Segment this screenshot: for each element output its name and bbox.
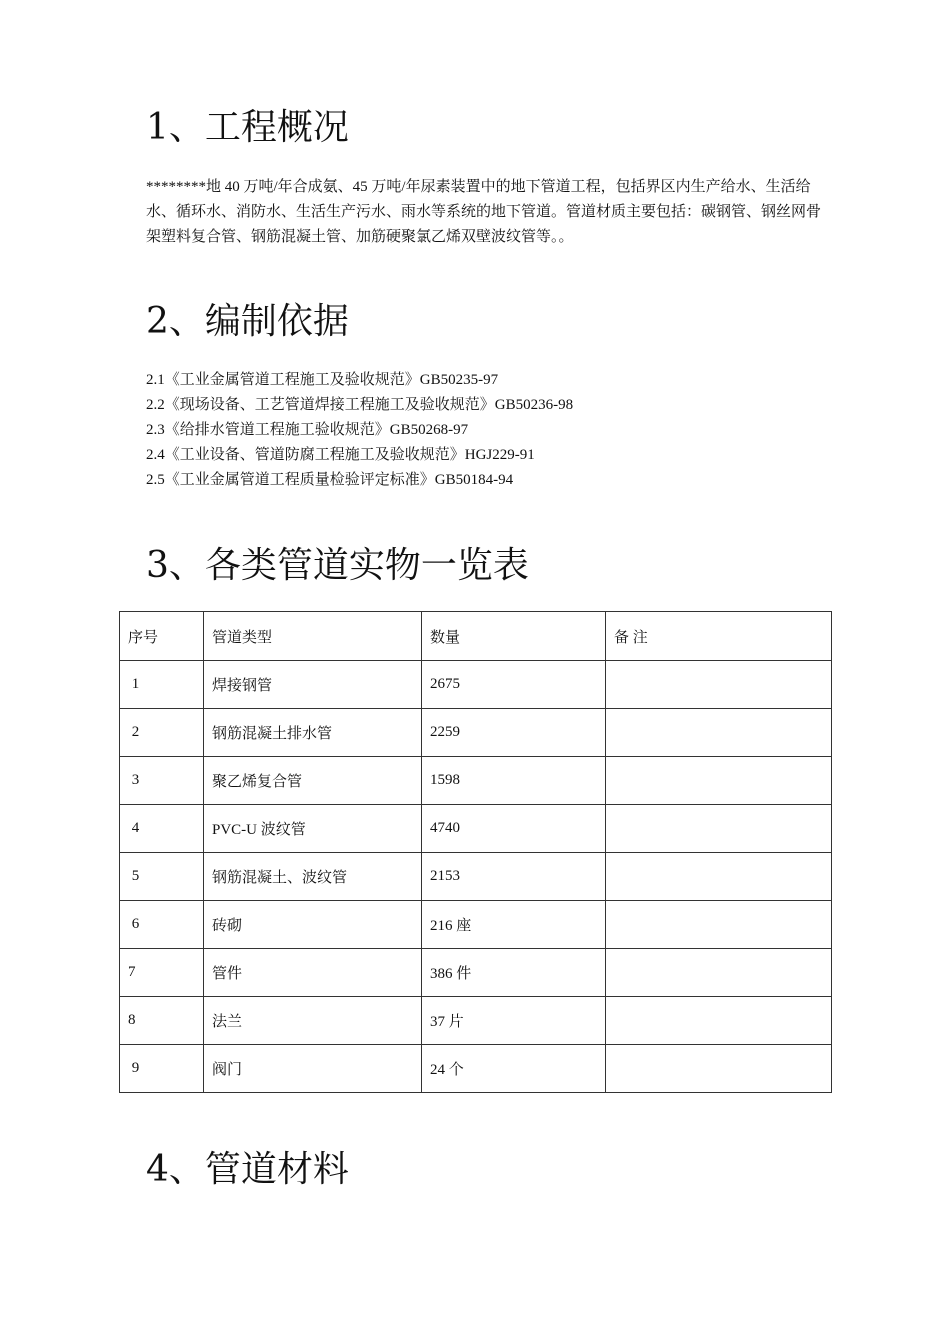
cell-index: 8 [120, 997, 204, 1045]
cell-quantity: 216 座 [422, 901, 606, 949]
cell-type: 法兰 [204, 997, 422, 1045]
cell-type: PVC-U 波纹管 [204, 805, 422, 853]
cell-type: 焊接钢管 [204, 661, 422, 709]
cell-type: 砖砌 [204, 901, 422, 949]
reference-item: 2.2《现场设备、工艺管道焊接工程施工及验收规范》GB50236-98 [146, 397, 574, 413]
cell-index: 9 [120, 1045, 204, 1093]
cell-quantity: 2153 [422, 853, 606, 901]
table-row [120, 949, 832, 997]
table-row [120, 1045, 832, 1093]
cell-type: 阀门 [204, 1045, 422, 1093]
cell-remarks [606, 901, 832, 949]
cell-index: 6 [120, 901, 204, 949]
table-row [120, 805, 832, 853]
cell-index: 3 [120, 757, 204, 805]
cell-index: 5 [120, 853, 204, 901]
cell-remarks [606, 709, 832, 757]
cell-quantity: 4740 [422, 805, 606, 853]
cell-index: 7 [120, 949, 204, 997]
cell-remarks [606, 949, 832, 997]
cell-type: 聚乙烯复合管 [204, 757, 422, 805]
cell-quantity: 1598 [422, 757, 606, 805]
cell-remarks [606, 997, 832, 1045]
cell-quantity: 386 件 [422, 949, 606, 997]
reference-item: 2.3《给排水管道工程施工验收规范》GB50268-97 [146, 422, 469, 438]
cell-quantity: 2675 [422, 661, 606, 709]
section-2-title: 2、编制依据 [146, 301, 349, 342]
header-cell-index: 序号 [120, 612, 204, 661]
cell-type: 管件 [204, 949, 422, 997]
section-1-title: 1、工程概况 [146, 107, 349, 148]
reference-list [146, 368, 573, 493]
table-row [120, 853, 832, 901]
section-1-paragraph: ********地 40 万吨/年合成氨、45 万吨/年尿素装置中的地下管道工程，包括界区内生产给水、生活给水、循环水、消防水、生活生产污水、雨水等系统的地下管道。管道材质主要包括：碳钢管、钢丝网骨架塑料复合管、钢筋混凝土管、加筋硬聚氯乙烯双壁波纹管等。。 [146, 179, 822, 245]
header-cell-remarks: 备 注 [606, 612, 832, 661]
table-row [120, 709, 832, 757]
section-4-title: 4、管道材料 [146, 1149, 349, 1190]
header-cell-quantity: 数量 [422, 612, 606, 661]
pipe-summary-table [119, 611, 832, 1093]
cell-remarks [606, 853, 832, 901]
cell-type: 钢筋混凝土、波纹管 [204, 853, 422, 901]
cell-quantity: 2259 [422, 709, 606, 757]
cell-index: 1 [120, 661, 204, 709]
cell-quantity: 24 个 [422, 1045, 606, 1093]
cell-remarks [606, 757, 832, 805]
cell-remarks [606, 805, 832, 853]
reference-item: 2.4《工业设备、管道防腐工程施工及验收规范》HGJ229-91 [146, 447, 535, 463]
cell-index: 2 [120, 709, 204, 757]
table-row [120, 901, 832, 949]
table-row [120, 757, 832, 805]
cell-remarks [606, 661, 832, 709]
section-3-title: 3、各类管道实物一览表 [146, 545, 529, 586]
cell-type: 钢筋混凝土排水管 [204, 709, 422, 757]
table-row [120, 997, 832, 1045]
table-header-row [120, 612, 832, 661]
header-cell-type: 管道类型 [204, 612, 422, 661]
reference-item: 2.5《工业金属管道工程质量检验评定标准》GB50184-94 [146, 472, 514, 488]
cell-index: 4 [120, 805, 204, 853]
reference-item: 2.1《工业金属管道工程施工及验收规范》GB50235-97 [146, 372, 499, 388]
table-row [120, 661, 832, 709]
cell-remarks [606, 1045, 832, 1093]
cell-quantity: 37 片 [422, 997, 606, 1045]
